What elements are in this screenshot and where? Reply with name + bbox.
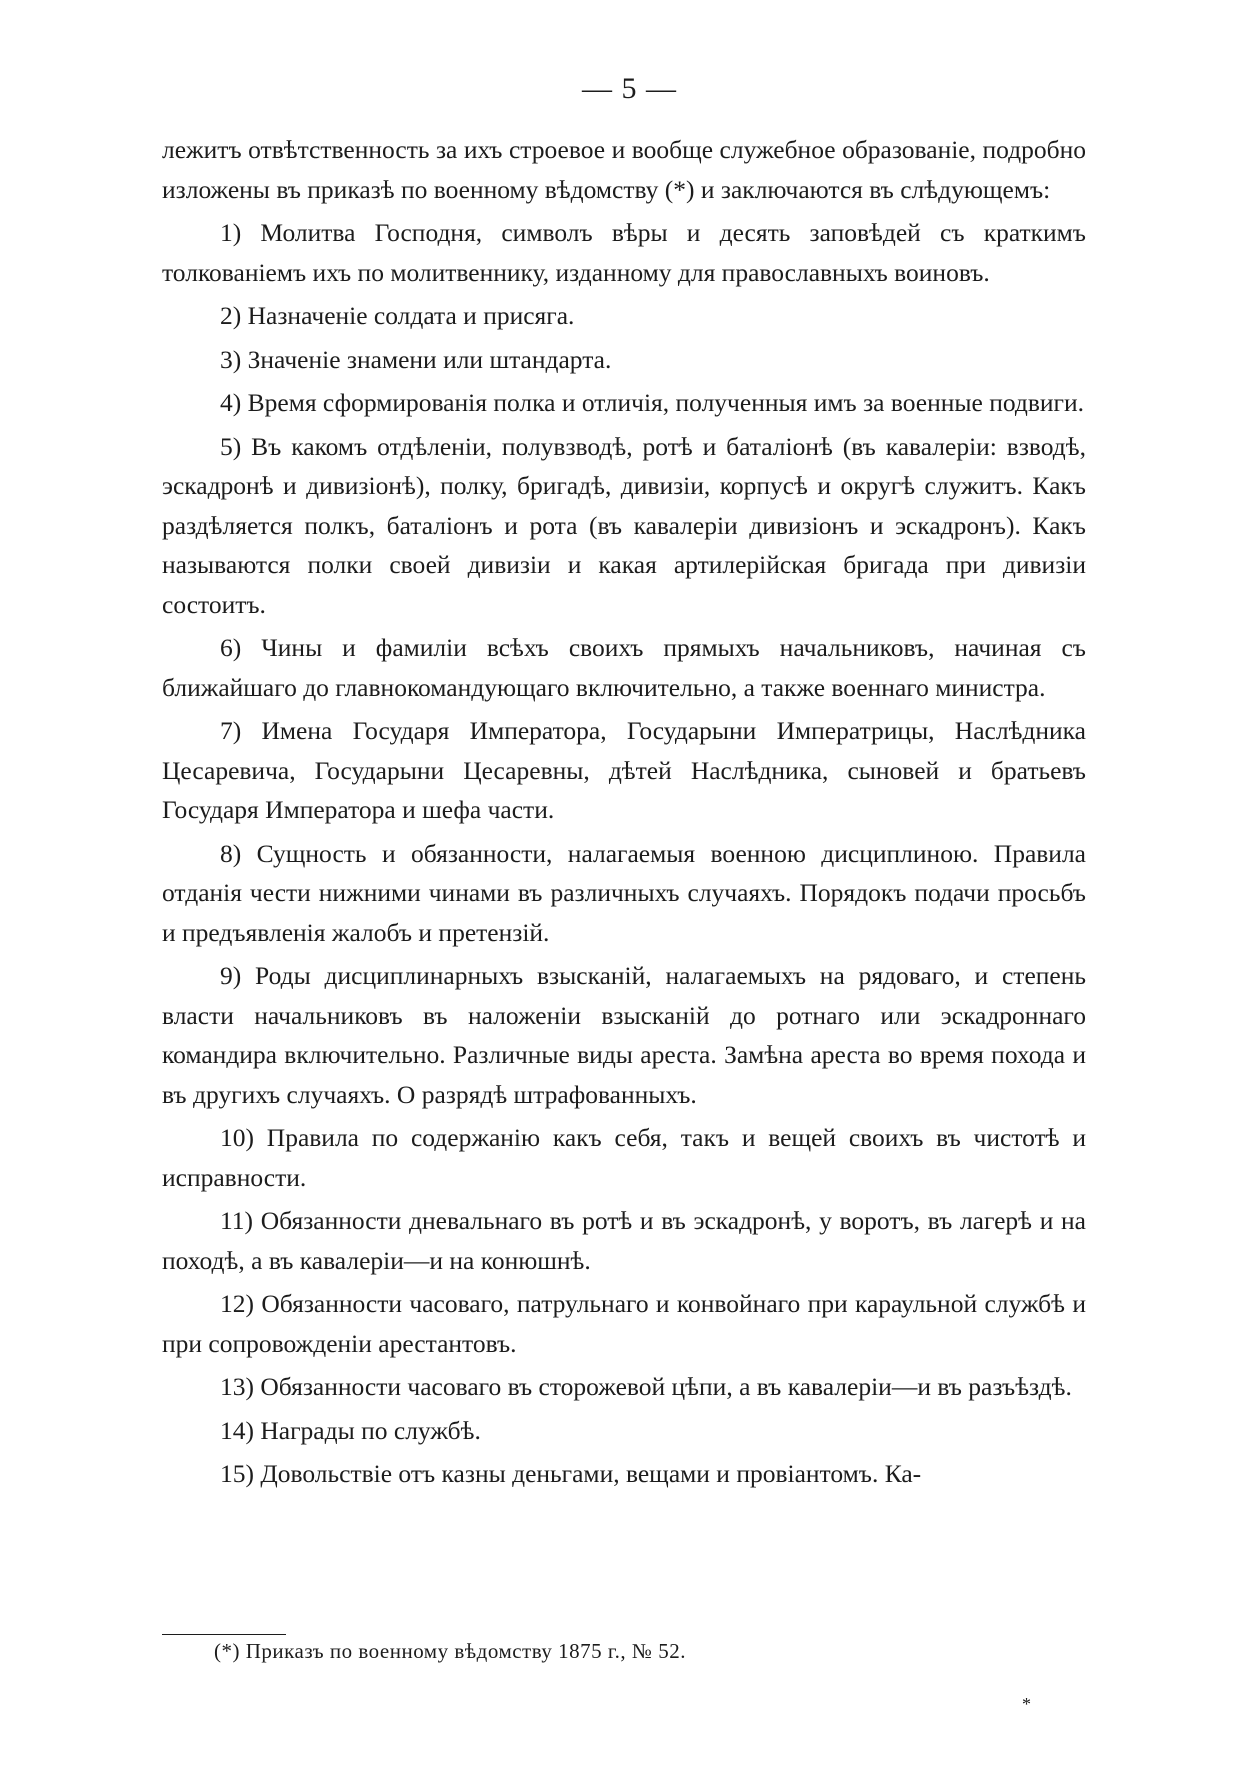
body-text <box>162 130 1086 1498</box>
list-item-13: 13) Обязанности часоваго въ сторожевой цѣпи, а въ кавалеріи—и въ разъѣздѣ. <box>220 1372 1072 1401</box>
page-number: — 5 — <box>582 72 677 105</box>
list-item-4: 4) Время сформированія полка и отличія, полученныя имъ за военные подвиги. <box>220 388 1085 417</box>
list-item-5: 5) Въ какомъ отдѣленіи, полувзводѣ, ротѣ и баталіонѣ (въ кавалеріи: взводѣ, эскадронѣ и дивизіонѣ), полку, бригадѣ, дивизіи, корпусѣ и округѣ служитъ. Какъ раздѣляется полкъ, баталіонъ и рота (въ кавалеріи дивизіонъ и эскадронъ). Какъ называются полки своей дивизіи и какая артилерійская бригада при дивизіи состоитъ. <box>162 431 1086 619</box>
list-item-1: 1) Молитва Господня, символъ вѣры и десять заповѣдей съ краткимъ толкованіемъ ихъ по молитвеннику, изданному для православныхъ воиновъ. <box>162 218 1086 287</box>
list-item-9: 9) Роды дисциплинарныхъ взысканій, налагаемыхъ на рядоваго, и степень власти начальниковъ въ наложеніи взысканій до ротнаго или эскадроннаго командира включительно. Различные виды ареста. Замѣна ареста во время похода и въ другихъ случаяхъ. О разрядѣ штрафованныхъ. <box>162 961 1086 1109</box>
footnote-divider <box>162 1634 286 1635</box>
list-item-11: 11) Обязанности дневальнаго въ ротѣ и въ эскадронѣ, у воротъ, въ лагерѣ и на походѣ, а въ кавалеріи—и на конюшнѣ. <box>162 1206 1086 1275</box>
paragraph-continuation: лежитъ отвѣтственность за ихъ строевое и вообще служебное образованіе, подробно изложены въ приказѣ по военному вѣдомству (*) и заключаются въ слѣдующемъ: <box>162 135 1086 204</box>
list-item-14: 14) Награды по службѣ. <box>220 1415 481 1445</box>
list-item-10: 10) Правила по содержанію какъ себя, такъ и вещей своихъ въ чистотѣ и исправности. <box>162 1123 1086 1192</box>
footnote: (*) Приказъ по военному вѣдомству 1875 г., № 52. <box>214 1639 686 1663</box>
list-item-15: 15) Довольствіе отъ казны деньгами, вещами и провіантомъ. Ка- <box>220 1459 922 1488</box>
list-item-6: 6) Чины и фамиліи всѣхъ своихъ прямыхъ начальниковъ, начиная съ ближайшаго до главнокомандующаго включительно, а также военнаго министра. <box>162 633 1086 702</box>
list-item-7: 7) Имена Государя Императора, Государыни Императрицы, Наслѣдника Цесаревича, Государыни Цесаревны, дѣтей Наслѣдника, сыновей и братьевъ Государя Императора и шефа части. <box>162 716 1086 824</box>
list-item-12: 12) Обязанности часоваго, патрульнаго и конвойнаго при караульной службѣ и при сопровожденіи арестантовъ. <box>162 1289 1086 1358</box>
list-item-3: 3) Значеніе знамени или штандарта. <box>220 344 612 374</box>
list-item-8: 8) Сущность и обязанности, налагаемыя военною дисциплиною. Правила отданія чести нижними чинами въ различныхъ случаяхъ. Порядокъ подачи просьбъ и предъявленія жалобъ и претензій. <box>162 838 1086 947</box>
stray-mark: * <box>1022 1694 1031 1714</box>
list-item-2: 2) Назначеніе солдата и присяга. <box>220 301 575 330</box>
